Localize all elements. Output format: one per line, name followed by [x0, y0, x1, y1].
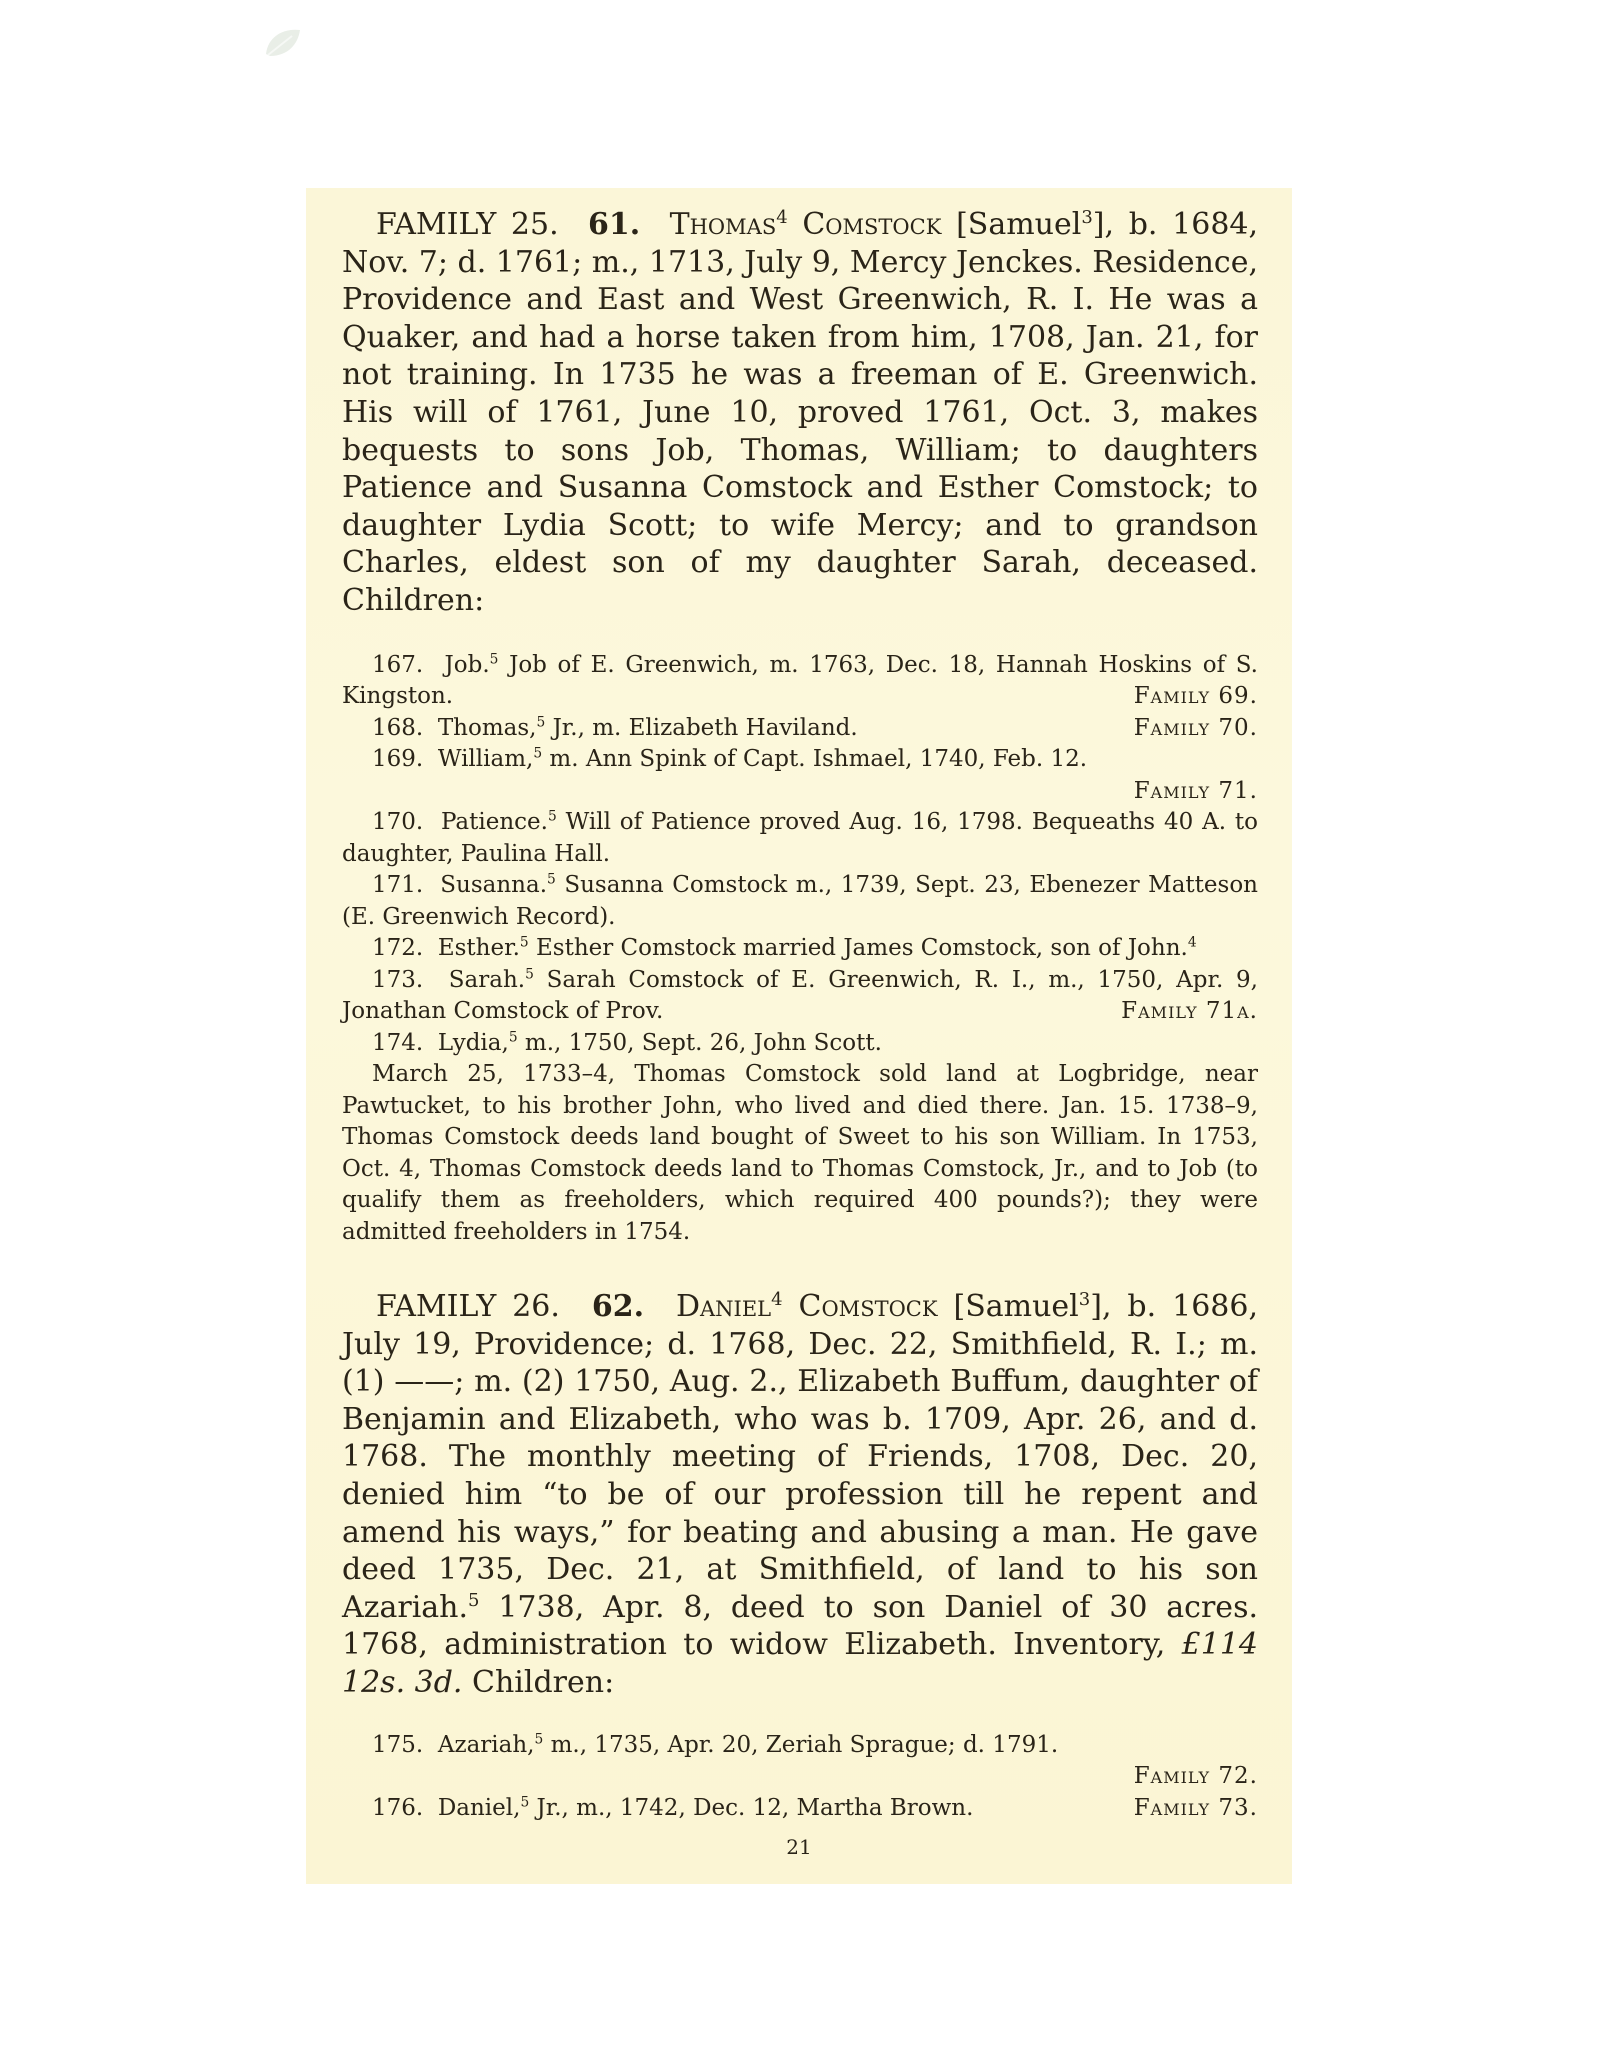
child-number: 169.: [372, 746, 424, 773]
child-generation: 5: [536, 713, 546, 730]
child-entry: [342, 744, 1258, 776]
family-reference: Family 69.: [1133, 683, 1258, 710]
child-number: 176.: [372, 1794, 424, 1821]
leaf-icon: [262, 24, 304, 62]
entry-number: 61.: [588, 207, 641, 242]
child-name: Patience.: [440, 809, 548, 836]
child-entry: [342, 713, 1258, 745]
generation-number: 4: [776, 207, 788, 228]
child-entry: [342, 1730, 1258, 1762]
note-paragraph: March 25, 1733–4, Thomas Comstock sold land at Logbridge, near Pawtucket, to his brother John, who lived and died there. Jan. 15. 1738–9, Thomas Comstock deeds land bought of Sweet to his son William. In 1753, Oct. 4, Thomas Comstock deeds land to Thomas Comstock, Jr., and to Job (to qualify them as freeholders, which required 400 pounds?); they were admitted freeholders in 1754.: [342, 1061, 1258, 1245]
parent-generation-number: 3: [1078, 1289, 1091, 1311]
child-name: Daniel,: [437, 1794, 521, 1821]
parent-reference: [Samuel: [937, 1289, 1079, 1325]
child-name: Lydia,: [437, 1029, 509, 1056]
child-entry: [342, 933, 1258, 965]
child-generation: 5: [533, 745, 543, 762]
child-name: Sarah.: [448, 966, 526, 993]
child-entry: [342, 807, 1258, 870]
scanned-page: [306, 188, 1292, 1884]
child-text: Sarah Comstock of E. Greenwich, R. I., m., 1750, Apr. 9, Jonathan Comstock of Prov.: [342, 966, 1258, 1025]
child-name: Azariah,: [437, 1731, 535, 1758]
person-name: Daniel: [675, 1289, 772, 1325]
child-name: Susanna.: [440, 872, 548, 899]
child-number: 168.: [372, 714, 424, 741]
page-number: 21: [786, 1835, 812, 1859]
parent-generation-number: 3: [1081, 207, 1093, 228]
biography-text-continued: 1738, Apr. 8, deed to son Daniel of 30 acres. 1768, administration to widow Elizabeth. Inventory,: [342, 1589, 1258, 1663]
child-text: m., 1735, Apr. 20, Zeriah Sprague; d. 1791.: [543, 1731, 1059, 1758]
family-26-children: [342, 1730, 1258, 1825]
child-generation: 5: [547, 871, 556, 888]
text-generation: 4: [1187, 934, 1197, 951]
family-reference: Family 71.: [1133, 777, 1258, 804]
child-text: Will of Patience proved Aug. 16, 1798. Bequeaths 40 A. to daughter, Paulina Hall.: [342, 809, 1259, 867]
child-number: 171.: [372, 872, 424, 899]
child-text: m. Ann Spink of Capt. Ishmael, 1740, Feb. 12.: [542, 746, 1088, 773]
child-name: William,: [437, 746, 534, 773]
person-surname: Comstock: [802, 207, 942, 242]
child-generation: 5: [519, 934, 529, 951]
child-name: Job.: [444, 651, 490, 678]
child-text: m., 1750, Sept. 26, John Scott.: [517, 1029, 882, 1056]
child-entry: [342, 650, 1258, 713]
family-reference: Family 73.: [1133, 1794, 1258, 1821]
family-26-paragraph: [342, 1288, 1258, 1702]
child-entry: [342, 1793, 1258, 1825]
child-entry: [342, 1028, 1258, 1060]
child-number: 173.: [372, 966, 424, 993]
child-name: Esther.: [437, 935, 520, 962]
generation-number: 4: [771, 1289, 783, 1311]
child-name: Thomas,: [437, 714, 537, 741]
child-generation: 5: [508, 1028, 518, 1045]
person-surname: Comstock: [798, 1289, 938, 1325]
parent-reference: [Samuel: [941, 207, 1082, 242]
text-generation: 5: [468, 1589, 480, 1611]
child-number: 170.: [372, 809, 424, 836]
child-text: Job of E. Greenwich, m. 1763, Dec. 18, Hannah Hoskins of S. Kingston.: [342, 651, 1258, 710]
child-entry: [342, 870, 1258, 933]
child-generation: 5: [489, 650, 499, 667]
biography-text: ], b. 1686, July 19, Providence; d. 1768, Dec. 22, Smithfield, R. I.; m. (1) ——; m. (2) 1750, Aug. 2., Elizabeth Buffum, daughter of Benjamin and Elizabeth, who was b. 1709, Apr. 26, and d. 1768. The monthly meeting of Friends, 1708, Dec. 20, denied him “to be of our profession till he repent and amend his ways,” for beating and abusing a man. He gave deed 1735, Dec. 21, at Smithfield, of land to his son Azariah.: [342, 1289, 1259, 1625]
child-entry: [342, 965, 1258, 1028]
family-reference: Family 72.: [1133, 1763, 1258, 1790]
family-label: FAMILY 26.: [376, 1289, 560, 1325]
person-name: Thomas: [669, 207, 777, 242]
biography-text: ], b. 1684, Nov. 7; d. 1761; m., 1713, July 9, Mercy Jenckes. Residence, Providence and East and West Greenwich, R. I. He was a Quaker, and had a horse taken from him, 1708, Jan. 21, for not training. In 1735 he was a freeman of E. Greenwich. His will of 1761, June 10, proved 1761, Oct. 3, makes bequests to sons Job, Thomas, William; to daughters Patience and Susanna Comstock and Esther Comstock; to daughter Lydia Scott; to wife Mercy; and to grandson Charles, eldest son of my daughter Sarah, deceased. Children:: [342, 207, 1259, 618]
child-number: 167.: [372, 651, 424, 678]
child-text: Jr., m., 1742, Dec. 12, Martha Brown.: [529, 1794, 974, 1821]
child-number: 172.: [372, 935, 424, 962]
family-reference: Family 71a.: [1121, 998, 1258, 1025]
children-heading: Children:: [462, 1664, 615, 1700]
child-generation: 5: [520, 1793, 530, 1810]
child-number: 174.: [372, 1029, 424, 1056]
family-25-paragraph: [342, 206, 1258, 620]
family-reference: Family 70.: [1133, 714, 1258, 741]
child-generation: 5: [534, 1730, 544, 1747]
family-label: FAMILY 25.: [376, 207, 559, 242]
inventory-amount: £114 12s. 3d.: [342, 1627, 1258, 1700]
child-generation: 5: [547, 808, 557, 825]
entry-number: 62.: [591, 1289, 645, 1325]
child-generation: 5: [525, 965, 534, 982]
child-number: 175.: [372, 1731, 424, 1758]
child-text: Jr., m. Elizabeth Haviland.: [545, 714, 858, 741]
family-25-children: [342, 650, 1258, 1249]
child-text: Esther Comstock married James Comstock, son of John.: [528, 935, 1188, 962]
child-text: Susanna Comstock m., 1739, Sept. 23, Ebenezer Matteson (E. Greenwich Record).: [342, 872, 1258, 930]
